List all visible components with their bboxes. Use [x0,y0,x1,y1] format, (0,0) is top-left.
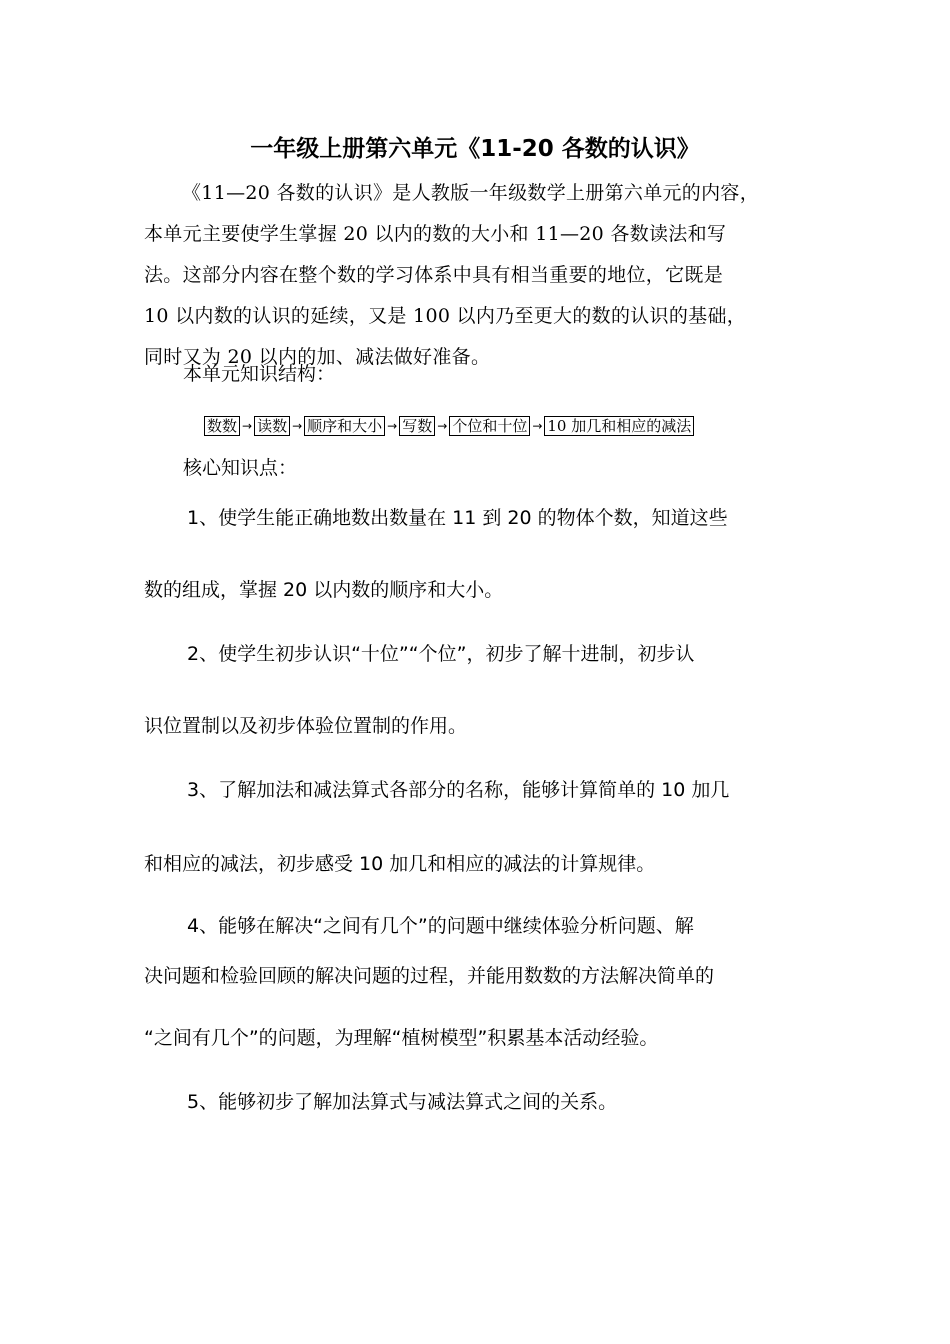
point-3-line-1: 3、了解加法和减法算式各部分的名称，能够计算简单的 10 加几 [187,779,730,801]
flow-step-addition: 10 加几和相应的减法 [544,416,694,436]
flow-arrow-icon: → [292,419,303,433]
point-4-line-3: “之间有几个”的问题，为理解“植树模型”积累基本活动经验。 [144,1027,659,1049]
structure-label: 本单元知识结构： [183,363,336,385]
intro-line: 本单元主要使学生掌握 20 以内的数的大小和 11—20 各数读法和写 [144,223,727,245]
flow-step-read: 读数 [254,416,290,436]
intro-line: 法。这部分内容在整个数的学习体系中具有相当重要的地位，它既是 [144,264,724,286]
flow-step-order-size: 顺序和大小 [304,416,385,436]
point-1-line-2: 数的组成，掌握 20 以内数的顺序和大小。 [144,579,504,601]
core-label: 核心知识点： [183,457,298,479]
flow-arrow-icon: → [437,419,448,433]
flow-arrow-icon: → [532,419,543,433]
document-title: 一年级上册第六单元《11-20 各数的认识》 [250,136,700,162]
point-1-line-1: 1、使学生能正确地数出数量在 11 到 20 的物体个数，知道这些 [187,507,728,529]
flow-arrow-icon: → [387,419,398,433]
flow-step-place-value: 个位和十位 [449,416,530,436]
intro-line: 《11—20 各数的认识》是人教版一年级数学上册第六单元的内容， [182,182,759,204]
flow-step-count: 数数 [204,416,240,436]
knowledge-structure-flow [204,415,694,437]
intro-line: 同时又为 20 以内的加、减法做好准备。 [144,346,491,368]
point-5-line-1: 5、能够初步了解加法算式与减法算式之间的关系。 [187,1091,618,1113]
flow-step-write: 写数 [399,416,435,436]
flow-arrow-icon: → [242,419,253,433]
point-4-line-2: 决问题和检验回顾的解决问题的过程，并能用数数的方法解决简单的 [144,965,715,987]
intro-paragraph [144,173,812,378]
intro-line: 10 以内数的认识的延续，又是 100 以内乃至更大的数的认识的基础， [144,305,747,327]
point-2-line-1: 2、使学生初步认识“十位”“个位”，初步了解十进制，初步认 [187,643,695,665]
point-4-line-1: 4、能够在解决“之间有几个”的问题中继续体验分析问题、解 [187,915,694,937]
point-2-line-2: 识位置制以及初步体验位置制的作用。 [144,715,468,737]
point-3-line-2: 和相应的减法，初步感受 10 加几和相应的减法的计算规律。 [144,853,656,875]
